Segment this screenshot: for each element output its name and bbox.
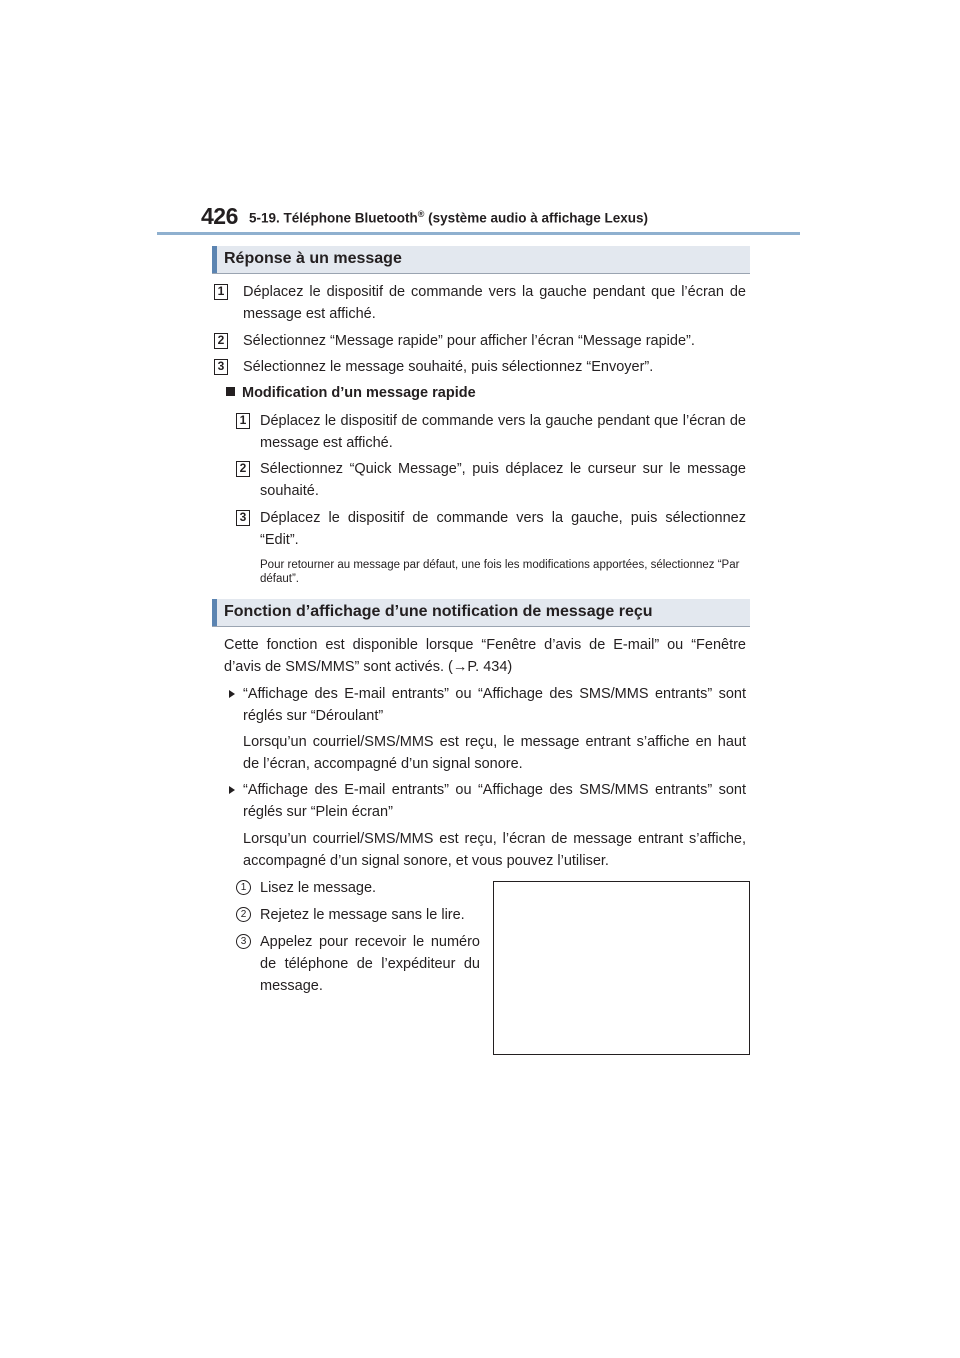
step-number-badge: 1 — [214, 284, 228, 300]
step-number-badge: 3 — [236, 510, 250, 526]
note-text: Pour retourner au message par défaut, une fois les modifications apportées, sélectionnez “Par défaut”. — [260, 559, 740, 585]
section-title-text: Réponse à un message — [224, 250, 402, 267]
triangle-bullet-icon — [229, 690, 235, 698]
bullet-description: Lorsqu’un courriel/SMS/MMS est reçu, l’écran de message entrant s’affiche, accompagné d’un signal sonore, et vous pouvez l’utiliser. — [243, 831, 746, 869]
section-title-text: Fonction d’affichage d’une notification de message reçu — [224, 603, 653, 620]
step-text: Sélectionnez le message souhaité, puis sélectionnez “Envoyer”. — [243, 359, 654, 375]
callout-text: Rejetez le message sans le lire. — [260, 907, 465, 923]
subsection-heading-text: Modification d’un message rapide — [242, 385, 476, 401]
page-number: 426 — [201, 203, 238, 229]
subsection-heading — [226, 385, 476, 401]
section-title-reply — [212, 246, 750, 274]
square-bullet-icon — [226, 387, 235, 396]
step-number-badge: 2 — [236, 461, 250, 477]
section-title-bar — [212, 246, 217, 273]
bullet-description: Lorsqu’un courriel/SMS/MMS est reçu, le message entrant s’affiche en haut de l’écran, accompagné d’un signal sonore. — [243, 734, 746, 772]
step-number-badge: 1 — [236, 413, 250, 429]
callout-text: Appelez pour recevoir le numéro de téléphone de l’expéditeur du message. — [260, 934, 480, 994]
step-text: Déplacez le dispositif de commande vers la gauche, puis sélectionnez “Edit”. — [260, 510, 746, 548]
step-text: Sélectionnez “Quick Message”, puis déplacez le curseur sur le message souhaité. — [260, 461, 746, 499]
section-path — [249, 209, 648, 226]
callout-number-badge: 3 — [236, 934, 251, 949]
page-header — [157, 203, 800, 233]
step-number-badge: 2 — [214, 333, 228, 349]
section-path-suffix: (système audio à affichage Lexus) — [428, 210, 648, 226]
bullet-text: “Affichage des E-mail entrants” ou “Affichage des SMS/MMS entrants” sont réglés sur “Plein écran” — [243, 782, 746, 820]
registered-mark-icon: ® — [417, 209, 425, 219]
step-text: Déplacez le dispositif de commande vers la gauche pendant que l’écran de message est affiché. — [243, 284, 746, 322]
callout-number-badge: 2 — [236, 907, 251, 922]
step-text: Sélectionnez “Message rapide” pour afficher l’écran “Message rapide”. — [243, 333, 695, 349]
triangle-bullet-icon — [229, 786, 235, 794]
step-number-badge: 3 — [214, 359, 228, 375]
step-text: Déplacez le dispositif de commande vers la gauche pendant que l’écran de message est affiché. — [260, 413, 746, 451]
callout-text: Lisez le message. — [260, 880, 377, 896]
screen-illustration-frame — [493, 881, 750, 1055]
callout-number-badge: 1 — [236, 880, 251, 895]
header-rule — [157, 232, 800, 235]
section-title-bar — [212, 599, 217, 626]
bullet-text: “Affichage des E-mail entrants” ou “Affichage des SMS/MMS entrants” sont réglés sur “Déroulant” — [243, 686, 746, 724]
intro-paragraph: Cette fonction est disponible lorsque “Fenêtre d’avis de E-mail” ou “Fenêtre d’avis de SMS/MMS” sont activés. (→P. 434) — [224, 637, 746, 675]
section-path-prefix: 5-19. Téléphone Bluetooth — [249, 210, 418, 226]
section-title-notification — [212, 599, 750, 627]
